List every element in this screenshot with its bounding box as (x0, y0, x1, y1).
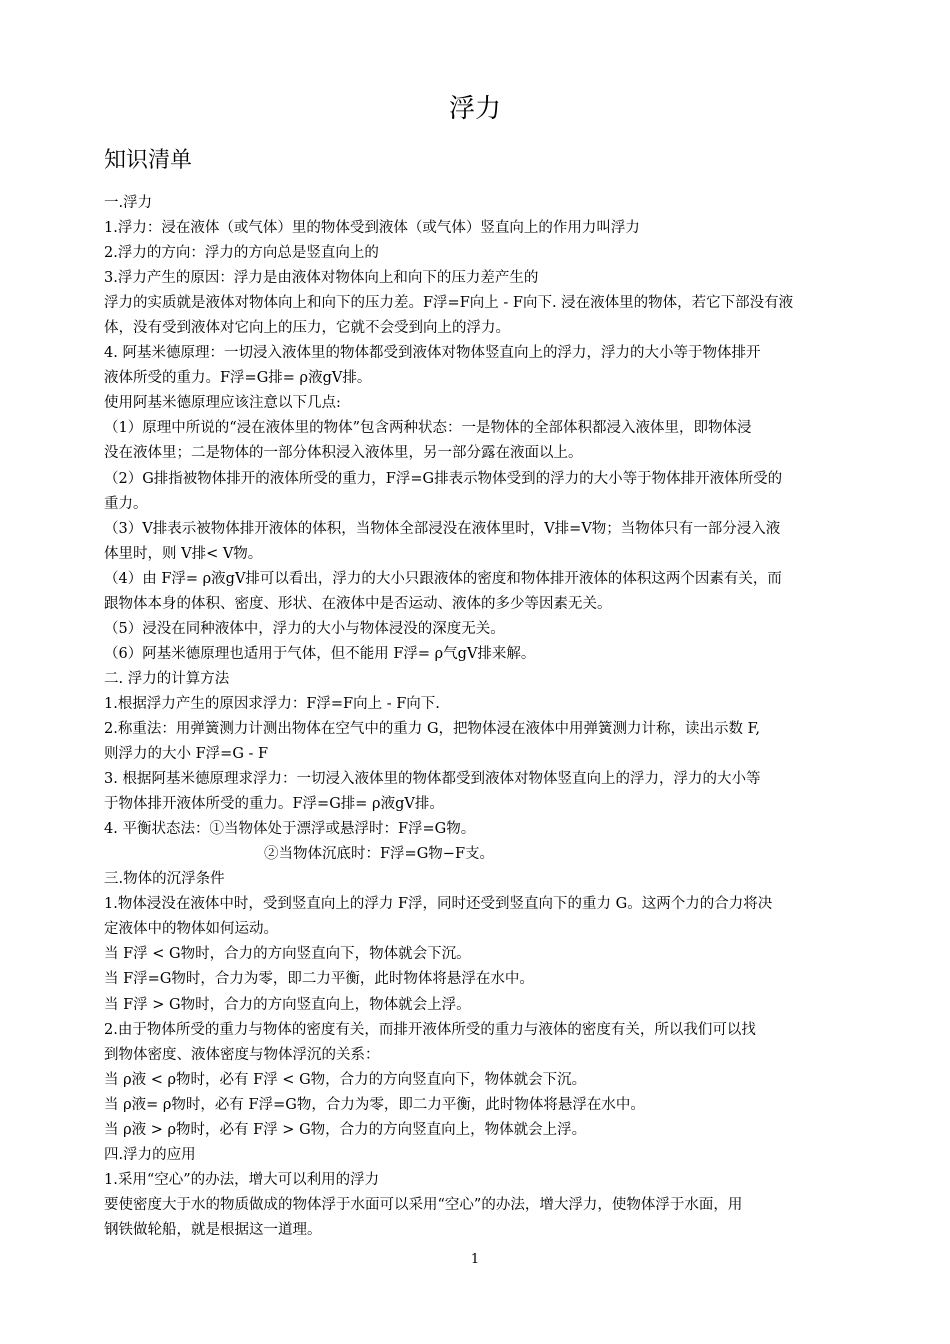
text-line: 浮力的实质就是液体对物体向上和向下的压力差。F浮=F向上 - F向下. 浸在液体里的物体，若它下部没有液 (104, 295, 794, 312)
text-line: 1.采用“空心”的办法，增大可以利用的浮力 (104, 1171, 380, 1188)
text-line: 则浮力的大小 F浮=G - F (104, 746, 269, 763)
text-line: 1.物体浸没在液体中时，受到竖直向上的浮力 F浮，同时还受到竖直向下的重力 G。这两个力的合力将决 (104, 896, 773, 913)
text-line: （2）G排指被物体排开的液体所受的重力，F浮=G排表示物体受到的浮力的大小等于物体排开液体所受的 (104, 470, 783, 487)
text-line: 当 ρ液= ρ物时，必有 F浮=G物，合力为零，即二力平衡，此时物体将悬浮在水中。 (104, 1096, 645, 1113)
text-line: 3.浮力产生的原因：浮力是由液体对物体向上和向下的压力差产生的 (104, 270, 539, 287)
text-line: 3. 根据阿基米德原理求浮力：一切浸入液体里的物体都受到液体对物体竖直向上的浮力，浮力的大小等 (104, 771, 761, 788)
text-line: 当 F浮 > G物时，合力的方向竖直向上，物体就会上浮。 (104, 996, 471, 1013)
text-line: 二. 浮力的计算方法 (104, 670, 230, 687)
text-line: 钢铁做轮船，就是根据这一道理。 (104, 1221, 322, 1238)
text-line: 四.浮力的应用 (104, 1146, 196, 1163)
page-number: 1 (470, 1252, 480, 1267)
text-line: 1.根据浮力产生的原因求浮力：F浮=F向上 - F向下. (104, 695, 440, 712)
text-line: 跟物体本身的体积、密度、形状、在液体中是否运动、液体的多少等因素无关。 (104, 595, 612, 612)
text-line: 重力。 (104, 495, 148, 512)
text-line: 液体所受的重力。F浮=G排= ρ液gV排。 (104, 370, 372, 387)
text-line: （5）浸没在同种液体中，浮力的大小与物体浸没的深度无关。 (104, 620, 505, 637)
text-line: 4. 阿基米德原理：一切浸入液体里的物体都受到液体对物体竖直向上的浮力，浮力的大小等于物体排开 (104, 345, 761, 362)
text-line: 2.浮力的方向：浮力的方向总是竖直向上的 (104, 245, 379, 262)
document-body (104, 191, 860, 1243)
text-line: （3）V排表示被物体排开液体的体积，当物体全部浸没在液体里时，V排=V物；当物体只有一部分浸入液 (104, 520, 781, 537)
text-line: （6）阿基米德原理也适用于气体，但不能用 F浮= ρ气gV排来解。 (104, 645, 536, 662)
page-title: 浮力 (448, 94, 501, 124)
text-line: 1.浮力：浸在液体（或气体）里的物体受到液体（或气体）竖直向上的作用力叫浮力 (104, 220, 640, 237)
text-line: 没在液体里；二是物体的一部分体积浸入液体里，另一部分露在液面以上。 (104, 445, 583, 462)
text-line: 到物体密度、液体密度与物体浮沉的关系： (104, 1046, 380, 1063)
text-line: 要使密度大于水的物质做成的物体浮于水面可以采用“空心”的办法，增大浮力，使物体浮于水面，用 (104, 1196, 743, 1213)
text-line: 三.物体的沉浮条件 (104, 871, 225, 888)
text-line: 当 ρ液 < ρ物时，必有 F浮 < G物，合力的方向竖直向下，物体就会下沉。 (104, 1071, 587, 1088)
text-line: （1）原理中所说的“浸在液体里的物体”包含两种状态：一是物体的全部体积都浸入液体里，即物体浸 (104, 420, 752, 437)
text-line: 于物体排开液体所受的重力。F浮=G排= ρ液gV排。 (104, 796, 444, 813)
text-line: 2.称重法：用弹簧测力计测出物体在空气中的重力 G，把物体浸在液体中用弹簧测力计称，读出示数 F, (104, 720, 761, 737)
text-line: 使用阿基米德原理应该注意以下几点: (104, 395, 341, 412)
text-line: 体，没有受到液体对它向上的压力，它就不会受到向上的浮力。 (104, 320, 510, 337)
section-title: 知识清单 (104, 148, 193, 173)
text-line: 4. 平衡状态法：①当物体处于漂浮或悬浮时：F浮=G物。 (104, 821, 476, 838)
text-line: 当 ρ液 > ρ物时，必有 F浮 > G物，合力的方向竖直向上，物体就会上浮。 (104, 1121, 587, 1138)
text-line: 体里时，则 V排< V物。 (104, 545, 263, 562)
text-line: （4）由 F浮= ρ液gV排可以看出，浮力的大小只跟液体的密度和物体排开液体的体积这两个因素有关，而 (104, 570, 782, 587)
text-line: 当 F浮=G物时，合力为零，即二力平衡，此时物体将悬浮在水中。 (104, 971, 534, 988)
text-line: 当 F浮 < G物时，合力的方向竖直向下，物体就会下沉。 (104, 946, 471, 963)
text-line: 2.由于物体所受的重力与物体的密度有关，而排开液体所受的重力与液体的密度有关，所以我们可以找 (104, 1021, 756, 1038)
text-line: ②当物体沉底时：F浮=G物−F支。 (264, 846, 495, 863)
text-line: 定液体中的物体如何运动。 (104, 921, 278, 938)
text-line: 一.浮力 (104, 195, 153, 211)
